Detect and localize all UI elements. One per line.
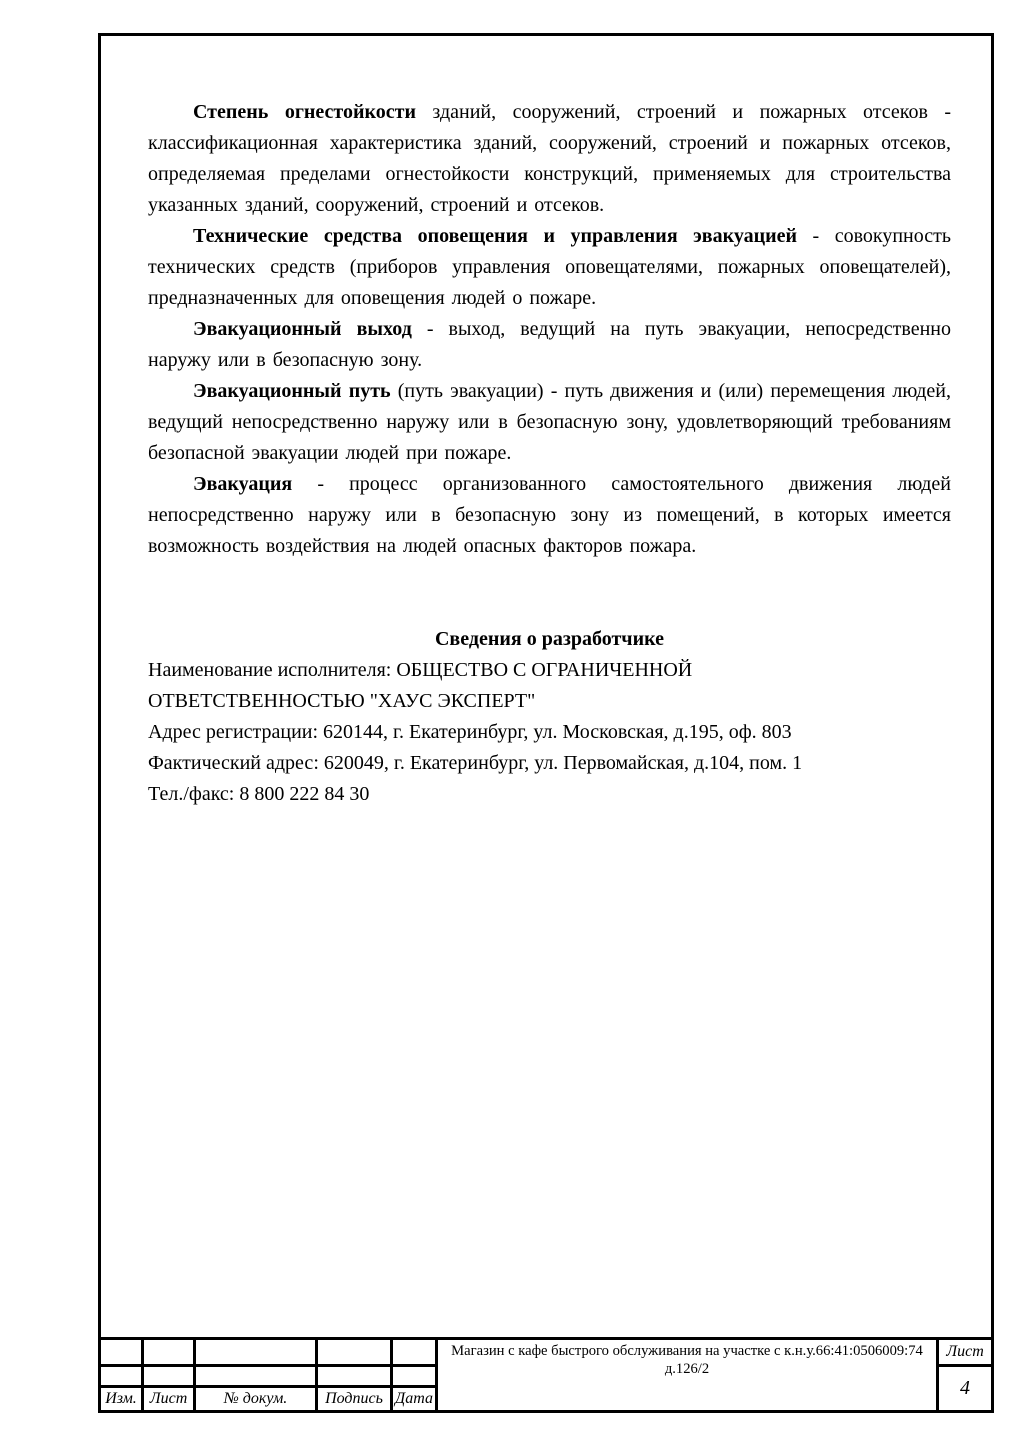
revision-cell-empty — [393, 1367, 438, 1388]
sheet-number: 4 — [960, 1377, 970, 1399]
term-warning-means: Технические средства оповещения и управления эвакуацией — [193, 225, 798, 247]
term-evacuation-exit: Эвакуационный выход — [193, 318, 412, 340]
paragraph-text: зданий, сооружений, строений и пожарных отсеков - классификационная характеристика зданий, сооружений, строений и пожарных отсеков, определяемая пределами огнестойкости конструкций, применяемых для строительства указанных зданий, сооружений, строений и отсеков. — [148, 101, 951, 216]
column-label-data: Дата — [393, 1388, 438, 1410]
title-block-revision-table — [101, 1340, 438, 1410]
paragraph-text: - процесс организованного самостоятельного движения людей непосредственно наружу или в безопасную зону из помещений, в которых имеется возможность воздействия на людей опасных факторов пожара. — [148, 473, 951, 557]
paragraph-text: (путь эвакуации) - путь движения и (или) перемещения людей, ведущий непосредственно наружу или в безопасную зону, удовлетворяющий требованиям безопасной эвакуации людей при пожаре. — [148, 380, 952, 464]
term-fire-resistance: Степень огнестойкости — [193, 101, 416, 123]
project-title: Магазин с кафе быстрого обслуживания на участке с к.н.у.66:41:0506009:74 д.126/2 — [451, 1343, 923, 1378]
term-evacuation-path: Эвакуационный путь — [193, 380, 391, 402]
paragraph-evacuation-exit — [148, 314, 951, 376]
project-title-cell — [438, 1340, 939, 1410]
developer-line-reg-address: Адрес регистрации: 620144, г. Екатеринбург, ул. Московская, д.195, оф. 803 — [148, 721, 792, 743]
column-label-list: Лист — [144, 1388, 196, 1410]
developer-line-phone: Тел./факс: 8 800 222 84 30 — [148, 783, 370, 805]
paragraph-fire-resistance — [148, 97, 951, 221]
developer-line-company-2: ОТВЕТСТВЕННОСТЬЮ "ХАУС ЭКСПЕРТ" — [148, 690, 536, 712]
developer-line-actual-address: Фактический адрес: 620049, г. Екатеринбург, ул. Первомайская, д.104, пом. 1 — [148, 752, 803, 774]
paragraph-warning-means — [148, 221, 951, 314]
sheet-label: Лист — [939, 1340, 991, 1367]
page-frame — [98, 33, 994, 1413]
paragraph-evacuation — [148, 469, 951, 562]
revision-cell-empty — [318, 1340, 393, 1367]
revision-cell-empty — [101, 1340, 144, 1367]
revision-cell-empty — [196, 1340, 318, 1367]
developer-info-section — [148, 624, 951, 810]
paragraph-text: - выход, ведущий на путь эвакуации, непосредственно наружу или в безопасную зону. — [148, 318, 951, 371]
column-label-podpis: Подпись — [318, 1388, 393, 1410]
sheet-number-column — [939, 1340, 991, 1410]
revision-cell-empty — [318, 1367, 393, 1388]
paragraph-evacuation-path — [148, 376, 951, 469]
paragraph-text: - совокупность технических средств (приборов управления оповещателями, пожарных оповещателей), предназначенных для оповещения людей о пожаре. — [148, 225, 952, 309]
revision-cell-empty — [144, 1340, 196, 1367]
title-block — [98, 1337, 994, 1413]
column-label-dokum: № докум. — [196, 1388, 318, 1410]
developer-heading: Сведения о разработчике — [434, 628, 664, 650]
term-evacuation: Эвакуация — [193, 473, 293, 495]
column-label-izm: Изм. — [101, 1388, 144, 1410]
revision-cell-empty — [196, 1367, 318, 1388]
developer-line-company-1: Наименование исполнителя: ОБЩЕСТВО С ОГРАНИЧЕННОЙ — [148, 659, 693, 681]
document-body — [148, 97, 951, 810]
revision-cell-empty — [393, 1340, 438, 1367]
revision-cell-empty — [144, 1367, 196, 1388]
revision-cell-empty — [101, 1367, 144, 1388]
